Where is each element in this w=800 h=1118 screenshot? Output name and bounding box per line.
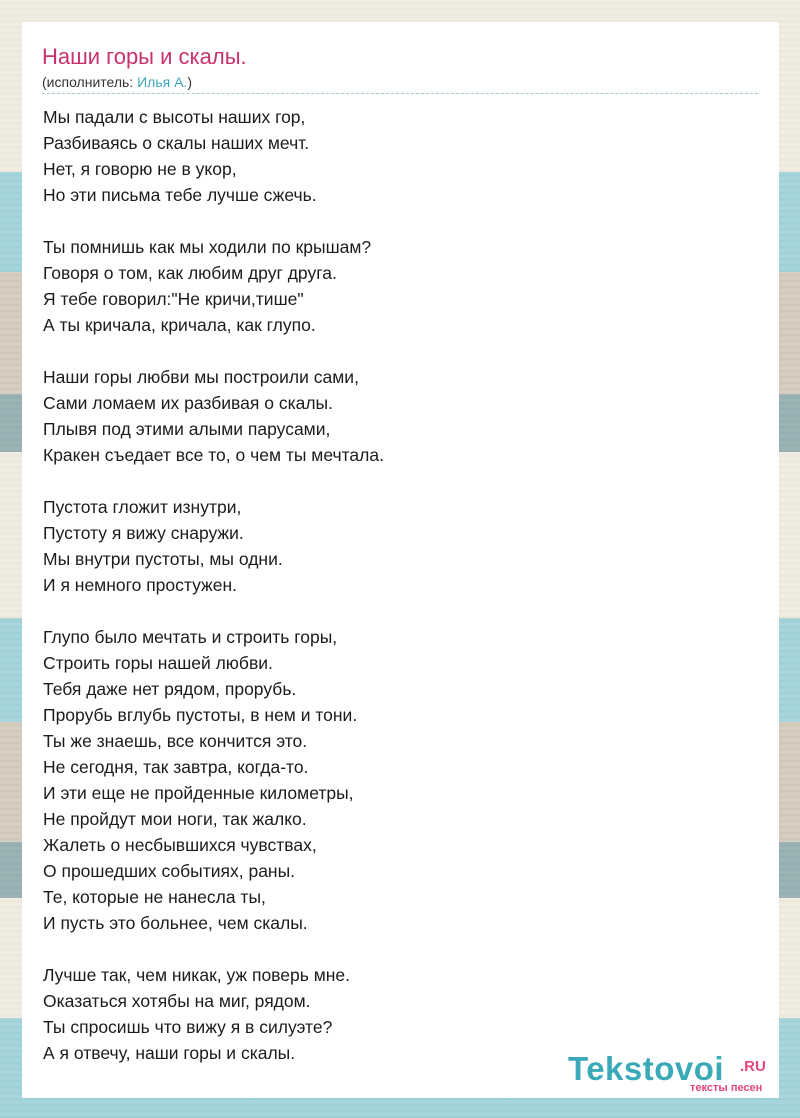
lyric-line: Лучше так, чем никак, уж поверь мне. bbox=[43, 965, 351, 985]
stanza bbox=[43, 962, 384, 1066]
stanza bbox=[43, 494, 384, 598]
lyric-line: Кракен съедает все то, о чем ты мечтала. bbox=[43, 445, 384, 465]
lyric-line: Тебя даже нет рядом, прорубь. bbox=[43, 679, 297, 699]
lyric-line: Пустота гложит изнутри, bbox=[43, 497, 242, 517]
performer-prefix: (исполнитель: bbox=[42, 74, 138, 90]
lyric-line: О прошедших событиях, раны. bbox=[43, 861, 296, 881]
logo-name: Tekstovoi bbox=[568, 1050, 725, 1087]
lyric-line: Мы внутри пустоты, мы одни. bbox=[43, 549, 283, 569]
lyric-line: Ты же знаешь, все кончится это. bbox=[43, 731, 308, 751]
lyric-line: Ты помнишь как мы ходили по крышам? bbox=[43, 237, 372, 257]
lyric-line: Не сегодня, так завтра, когда-то. bbox=[43, 757, 309, 777]
lyric-line: Жалеть о несбывшихся чувствах, bbox=[43, 835, 317, 855]
site-logo[interactable] bbox=[568, 1050, 772, 1098]
lyric-line: Прорубь вглубь пустоты, в нем и тони. bbox=[43, 705, 358, 725]
lyric-line: Мы падали с высоты наших гор, bbox=[43, 107, 306, 127]
title-divider bbox=[42, 93, 758, 94]
lyric-line: А ты кричала, кричала, как глупо. bbox=[43, 315, 316, 335]
lyric-line: Ты спросишь что вижу я в силуэте? bbox=[43, 1017, 333, 1037]
lyrics-card bbox=[22, 22, 779, 1098]
lyric-line: Наши горы любви мы построили сами, bbox=[43, 367, 359, 387]
lyric-line: Нет, я говорю не в укор, bbox=[43, 159, 237, 179]
lyric-line: Я тебе говорил:"Не кричи,тише" bbox=[43, 289, 304, 309]
lyric-line: И я немного простужен. bbox=[43, 575, 238, 595]
lyric-line: Не пройдут мои ноги, так жалко. bbox=[43, 809, 307, 829]
performer-link[interactable]: Илья А. bbox=[137, 74, 188, 90]
song-title: Наши горы и скалы. bbox=[42, 44, 247, 69]
lyric-line: Плывя под этими алыми парусами, bbox=[43, 419, 331, 439]
stanza bbox=[43, 624, 384, 936]
lyrics-body bbox=[43, 104, 384, 1092]
lyric-line: Те, которые не нанесла ты, bbox=[43, 887, 266, 907]
stanza bbox=[43, 104, 384, 208]
lyric-line: Сами ломаем их разбивая о скалы. bbox=[43, 393, 333, 413]
performer-line bbox=[42, 74, 192, 90]
performer-suffix: ) bbox=[187, 74, 192, 90]
lyric-line: Говоря о том, как любим друг друга. bbox=[43, 263, 337, 283]
logo-tld: .RU bbox=[740, 1058, 766, 1075]
lyric-line: Разбиваясь о скалы наших мечт. bbox=[43, 133, 310, 153]
lyric-line: Строить горы нашей любви. bbox=[43, 653, 273, 673]
logo-tagline: тексты песен bbox=[690, 1082, 763, 1094]
lyric-line: А я отвечу, наши горы и скалы. bbox=[43, 1043, 296, 1063]
lyric-line: Глупо было мечтать и строить горы, bbox=[43, 627, 338, 647]
lyric-line: Оказаться хотябы на миг, рядом. bbox=[43, 991, 311, 1011]
stanza bbox=[43, 234, 384, 338]
lyric-line: И пусть это больнее, чем скалы. bbox=[43, 913, 308, 933]
lyric-line: И эти еще не пройденные километры, bbox=[43, 783, 354, 803]
lyric-line: Но эти письма тебе лучше сжечь. bbox=[43, 185, 317, 205]
stanza bbox=[43, 364, 384, 468]
lyric-line: Пустоту я вижу снаружи. bbox=[43, 523, 244, 543]
